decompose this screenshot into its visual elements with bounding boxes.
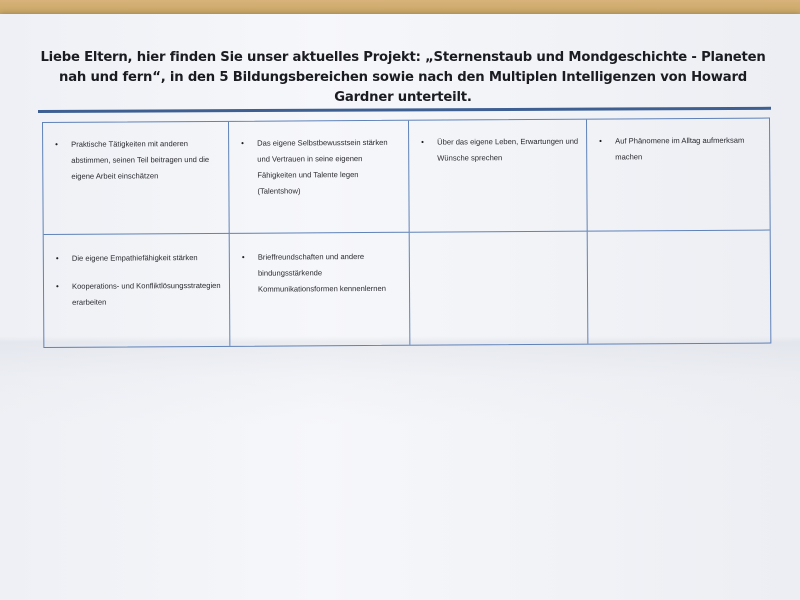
list-item	[239, 135, 400, 200]
projects-table	[42, 118, 771, 348]
list-item-text: Auf Phänomene im Alltag aufmerksam machen	[615, 135, 745, 162]
bullet-icon: •	[55, 253, 59, 263]
table-cell	[409, 120, 588, 233]
list-item	[419, 134, 578, 167]
list-item-text: Über das eigene Leben, Erwartungen und Wünsche sprechen	[437, 136, 579, 163]
page-title: Liebe Eltern, hier finden Sie unser aktuelles Projekt: „Sternenstaub und Mondgeschichte - Planeten nah und fern“, in den 5 Bildungsbereichen sowie nach den Multiplen Intelligenzen von Howard Gardner unterteilt.	[40, 50, 766, 105]
table-cell	[588, 231, 771, 344]
list-item-text: Kooperations- und Konfliktlösungsstrategien erarbeiten	[71, 280, 221, 307]
bullet-icon: •	[421, 137, 424, 147]
list-item-text: Die eigene Empathiefähigkeit stärken	[71, 253, 198, 263]
bullet-list	[54, 250, 221, 311]
list-item	[54, 278, 221, 311]
bullet-icon: •	[241, 252, 245, 262]
bullet-list	[240, 249, 401, 298]
bullet-list	[239, 135, 400, 200]
bullet-list	[419, 134, 578, 167]
list-item-text: Das eigene Selbstbewusstsein stärken und Vertrauen in seine eigenen Fähigkeiten und Talente legen (Talentshow)	[257, 137, 388, 196]
list-item	[53, 136, 220, 185]
table-cell	[229, 121, 410, 234]
bullet-list	[597, 133, 761, 166]
table-cell	[410, 232, 589, 345]
table-cell	[43, 122, 230, 235]
table-cell	[587, 119, 770, 232]
bullet-icon: •	[55, 139, 58, 149]
list-item-text: Brieffreundschaften und andere bindungsstärkende Kommunikationsformen kennenlernen	[257, 252, 386, 294]
list-item	[240, 249, 401, 298]
paper-sheet	[0, 14, 800, 600]
list-item-text: Praktische Tätigkeiten mit anderen abstimmen, seinen Teil beitragen und die eigene Arbeit einschätzen	[71, 139, 210, 181]
bullet-list	[53, 136, 220, 185]
bullet-icon: •	[55, 281, 59, 291]
list-item	[54, 250, 221, 267]
bullet-icon: •	[599, 136, 602, 146]
table-cell	[230, 233, 411, 346]
list-item	[597, 133, 761, 166]
bullet-icon: •	[241, 138, 244, 148]
table-cell	[44, 234, 231, 347]
